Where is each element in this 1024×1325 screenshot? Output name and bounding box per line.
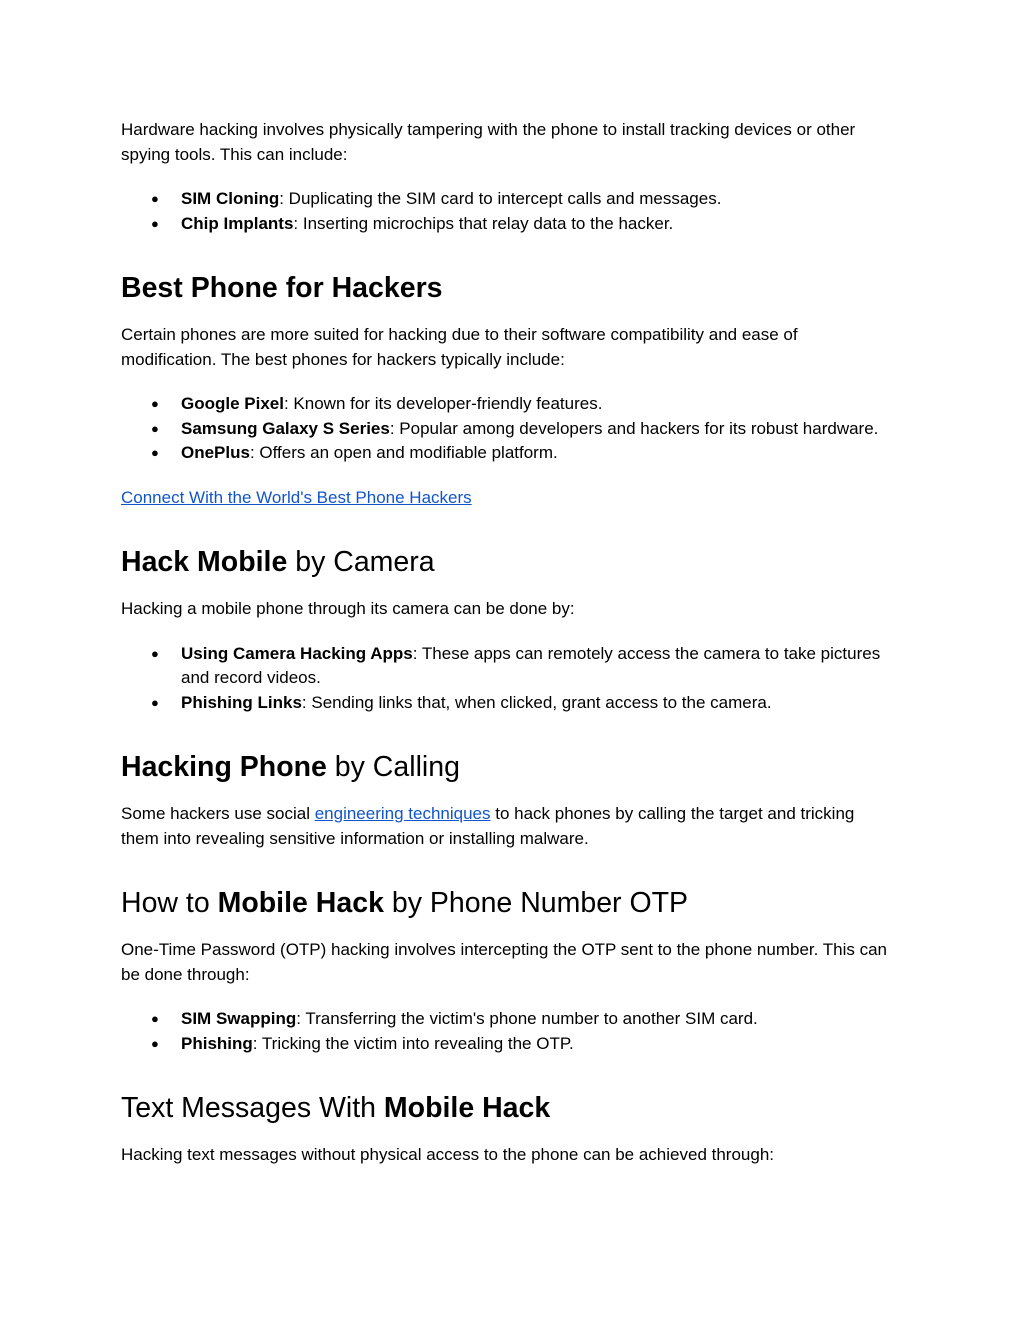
list-hardware-methods: [121, 187, 891, 236]
list-item: [121, 642, 891, 691]
list-best-phones: [121, 392, 891, 466]
list-item-text: : Popular among developers and hackers for its robust hardware.: [389, 418, 879, 438]
list-item-text: : Tricking the victim into revealing the OTP.: [252, 1033, 574, 1053]
list-item: [121, 392, 891, 417]
list-item-term: SIM Cloning: [181, 189, 280, 208]
list-item: [121, 691, 891, 716]
list-camera-methods: [121, 642, 891, 716]
list-item: [121, 417, 891, 442]
list-item: [121, 187, 891, 212]
paragraph-hardware-hacking: Hardware hacking involves physically tampering with the phone to install tracking devices or other spying tools. This can include:: [121, 120, 856, 164]
heading-otp-hack: How to Mobile Hack by Phone Number OTP: [121, 887, 689, 919]
list-item: [121, 441, 891, 466]
list-item-text: : These apps can remotely access the camera to take pictures and record videos.: [181, 643, 881, 687]
list-item-term: Google Pixel: [181, 394, 284, 413]
engineering-techniques-link[interactable]: engineering techniques: [314, 804, 491, 823]
list-otp-methods: [121, 1007, 891, 1056]
list-item-term: SIM Swapping: [181, 1009, 297, 1028]
document-body: [121, 118, 891, 1168]
link-paragraph: [121, 486, 891, 511]
paragraph-calling: Some hackers use social engineering techniques to hack phones by calling the target and tricking them into revealing sensitive information or installing malware.: [121, 804, 855, 848]
list-item-term: OnePlus: [181, 443, 250, 462]
list-item-text: : Known for its developer-friendly features.: [283, 394, 603, 413]
list-item-text: : Offers an open and modifiable platform.: [249, 443, 558, 462]
paragraph-best-phones: Certain phones are more suited for hacking due to their software compatibility and ease of modification. The best phones for hackers typically include:: [121, 325, 798, 369]
list-item: [121, 212, 891, 237]
paragraph-text-messages: Hacking text messages without physical access to the phone can be achieved through:: [121, 1145, 774, 1164]
list-item-term: Samsung Galaxy S Series: [181, 418, 390, 438]
paragraph-camera: Hacking a mobile phone through its camera can be done by:: [121, 599, 575, 618]
connect-hackers-link[interactable]: Connect With the World's Best Phone Hackers: [121, 487, 472, 507]
list-item-term: Using Camera Hacking Apps: [181, 643, 413, 663]
list-item-term: Chip Implants: [181, 213, 294, 233]
list-item: [121, 1032, 891, 1057]
list-item-text: : Inserting microchips that relay data to the hacker.: [293, 213, 674, 233]
heading-text-messages: Text Messages With Mobile Hack: [121, 1092, 551, 1124]
heading-hack-calling: Hacking Phone by Calling: [121, 751, 460, 783]
list-item-text: : Duplicating the SIM card to intercept calls and messages.: [279, 189, 722, 208]
list-item: [121, 1007, 891, 1032]
list-item-term: Phishing: [181, 1033, 253, 1053]
heading-hack-camera: Hack Mobile by Camera: [121, 546, 435, 578]
heading-best-phone: Best Phone for Hackers: [121, 272, 443, 304]
list-item-term: Phishing Links: [181, 692, 302, 712]
paragraph-otp: One-Time Password (OTP) hacking involves intercepting the OTP sent to the phone number. This can be done through:: [121, 940, 888, 984]
list-item-text: : Transferring the victim's phone number to another SIM card.: [296, 1009, 758, 1028]
list-item-text: : Sending links that, when clicked, grant access to the camera.: [301, 692, 772, 712]
